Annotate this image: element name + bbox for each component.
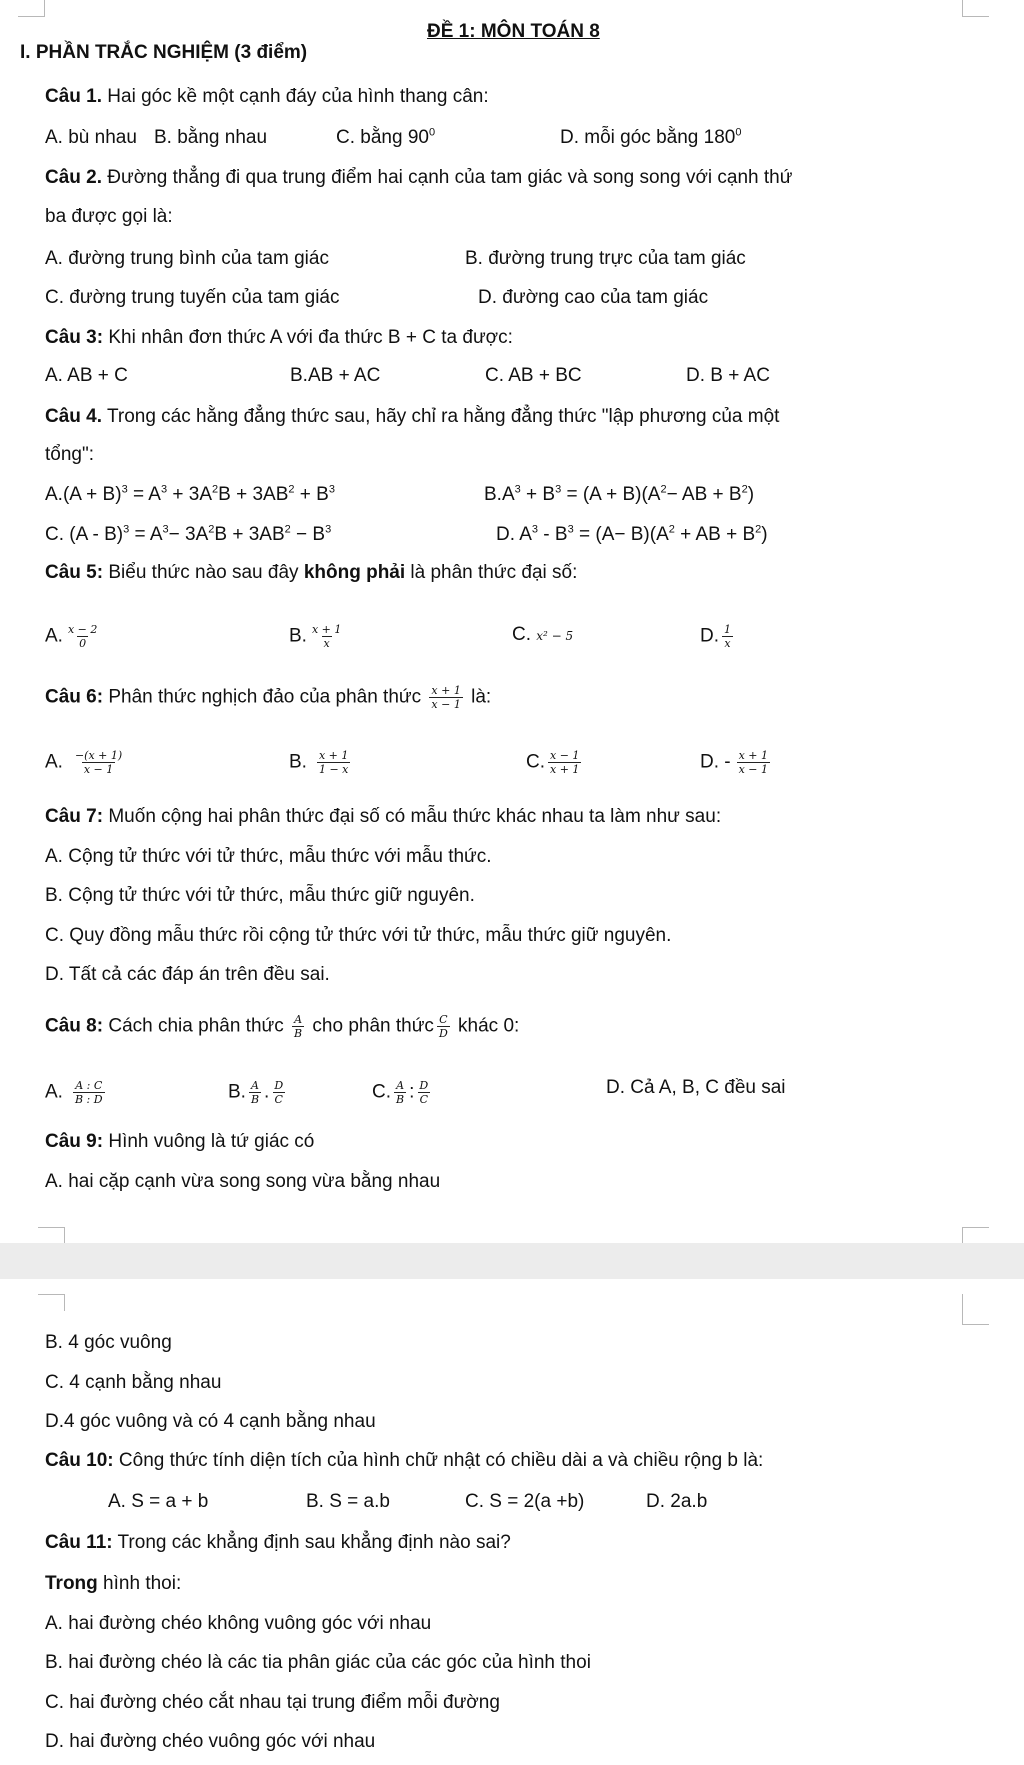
q4-option-b: $B.A^3 + B^3 = (A + B)(A^2-$ AB + $B^2$)	[484, 483, 755, 505]
fraction: $\frac{D}{C}$	[274, 1079, 284, 1106]
exam-title: ĐỀ 1: MÔN TOÁN 8	[427, 21, 600, 42]
q2-option-c: C. đường trung tuyến của tam giác	[45, 287, 340, 308]
question-4-label: Câu 4.	[45, 406, 103, 427]
q1-option-c: C. bằng $90^0$	[336, 126, 436, 148]
q5-option-a: A. $\frac{x - 2}{0}$	[45, 623, 98, 650]
question-10-label: Câu 10:	[45, 1450, 114, 1471]
question-1-text: Hai góc kề một cạnh đáy của hình thang cân:	[102, 86, 489, 107]
page-2	[0, 1279, 1024, 1765]
question-3-label: Câu 3:	[45, 327, 104, 348]
q9-option-b: B. 4 góc vuông	[45, 1332, 172, 1353]
fraction: $\frac{A}{B}$	[250, 1079, 260, 1106]
question-6-label: Câu 6:	[45, 686, 104, 708]
section-heading: I. PHẦN TRẮC NGHIỆM (3 điểm)	[20, 42, 308, 63]
question-2	[45, 166, 792, 190]
question-11: Câu 11: Trong các khẳng định sau khẳng định nào sai?	[45, 1532, 511, 1553]
q3-option-c: C. AB + BC	[485, 365, 582, 386]
q3-option-d: D. B + AC	[686, 365, 770, 386]
fraction: $\frac{1}{x}$	[724, 623, 731, 650]
fraction: $\frac{x + 1}{1 - x}$	[318, 749, 349, 776]
q6-option-d: D. - $\frac{x + 1}{x - 1}$	[700, 749, 769, 776]
q8-option-b: B. $\frac{A}{B}$ . $\frac{D}{C}$	[228, 1079, 284, 1106]
fraction: $\frac{D}{C}$	[419, 1079, 429, 1106]
fraction: $\frac{x + 1}{x - 1}$	[738, 749, 769, 776]
q8-option-d: D. Cả A, B, C đều sai	[606, 1077, 786, 1098]
question-11-subheading: Trong hình thoi:	[45, 1573, 182, 1594]
q6-option-c: C. $\frac{x - 1}{x + 1}$	[526, 749, 580, 776]
question-7-label: Câu 7:	[45, 806, 104, 827]
question-1	[45, 85, 489, 109]
fraction: $\frac{x + 1}{x}$	[311, 623, 342, 650]
question-2-label: Câu 2.	[45, 167, 103, 188]
fraction: $\frac{x - 1}{x + 1}$	[550, 749, 580, 776]
q6-option-b: B. $\frac{x + 1}{1 - x}$	[289, 749, 349, 776]
q7-option-c: C. Quy đồng mẫu thức rồi cộng tử thức với tử thức, mẫu thức giữ nguyên.	[45, 925, 672, 946]
q3-option-b: B.AB + AC	[290, 365, 381, 386]
fraction: $\frac{A}{B}$	[294, 1013, 303, 1040]
q7-option-b: B. Cộng tử thức với tử thức, mẫu thức giữ nguyên.	[45, 885, 475, 906]
q6-option-a: A. $\frac{-(x + 1)}{x - 1}$	[45, 749, 123, 776]
q2-option-b: B. đường trung trực của tam giác	[465, 248, 746, 269]
question-11-label: Câu 11:	[45, 1532, 113, 1553]
q9-option-d: D.4 góc vuông và có 4 cạnh bằng nhau	[45, 1411, 376, 1432]
q1-option-a: A. bù nhau	[45, 127, 137, 148]
q11-option-c: C. hai đường chéo cắt nhau tại trung điểm mỗi đường	[45, 1692, 500, 1713]
q11-option-d: D. hai đường chéo vuông góc với nhau	[45, 1731, 376, 1752]
q2-option-a: A. đường trung bình của tam giác	[45, 248, 329, 269]
question-9-label: Câu 9:	[45, 1131, 104, 1152]
q1-option-b: B. bằng nhau	[154, 127, 268, 148]
question-4	[45, 405, 779, 429]
q10-option-d: D. 2a.b	[646, 1491, 708, 1512]
crop-mark-bottom-left	[38, 1227, 65, 1244]
q11-option-a: A. hai đường chéo không vuông góc với nhau	[45, 1613, 432, 1634]
q4-option-d: D. $A^3 - B^3 = (A- B)(A^2$ + AB + $B^2$)	[496, 523, 768, 545]
question-1-label: Câu 1.	[45, 86, 103, 107]
q4-option-c: C. $(A - B)^3 = A^3- 3A^2B + 3AB^2 - B^3$	[45, 523, 332, 545]
fraction: $\frac{x + 1}{x - 1}$	[431, 684, 461, 711]
page-break	[0, 1243, 1024, 1279]
q9-option-a: A. hai cặp cạnh vừa song song vừa bằng nhau	[45, 1171, 441, 1192]
q7-option-d: D. Tất cả các đáp án trên đều sai.	[45, 964, 330, 985]
q7-option-a: A. Cộng tử thức với tử thức, mẫu thức với mẫu thức.	[45, 846, 492, 867]
fraction: $\frac{A}{B}$	[396, 1079, 405, 1106]
q10-option-b: B. S = a.b	[306, 1491, 390, 1512]
question-5-label: Câu 5:	[45, 562, 104, 583]
question-2-text: Đường thẳng đi qua trung điểm hai cạnh của tam giác và song song với cạnh thứ	[102, 167, 793, 188]
question-3	[45, 326, 513, 350]
q11-option-b: B. hai đường chéo là các tia phân giác của các góc của hình thoi	[45, 1652, 591, 1673]
crop-mark-top-right	[962, 1294, 989, 1325]
question-2-text-cont: ba được gọi là:	[45, 206, 173, 227]
question-9: Câu 9: Hình vuông là tứ giác có	[45, 1131, 315, 1152]
question-4-text-cont: tổng":	[45, 444, 95, 465]
fraction: $\frac{A : C}{B : D}$	[74, 1079, 103, 1106]
crop-mark-top-left	[38, 1294, 65, 1311]
q3-option-a: A. AB + C	[45, 365, 128, 386]
question-8-label: Câu 8:	[45, 1015, 104, 1037]
q5-option-d: D. $\frac{1}{x}$	[700, 623, 731, 650]
q8-option-c: C. $\frac{A}{B}$ : $\frac{D}{C}$	[372, 1079, 429, 1106]
q4-option-a: $A.(A + B)^3 = A^3 + 3A^2B + 3AB^2 + B^3$	[45, 483, 335, 505]
fraction: $\frac{x - 2}{0}$	[67, 623, 98, 650]
q10-option-c: C. S = 2(a +b)	[465, 1491, 585, 1512]
fraction: $\frac{-(x + 1)}{x - 1}$	[74, 749, 123, 776]
q2-option-d: D. đường cao của tam giác	[478, 287, 709, 308]
question-5: Câu 5: Biểu thức nào sau đây không phải là phân thức đại số:	[45, 562, 578, 583]
q8-option-a: A. $\frac{A : C}{B : D}$	[45, 1079, 103, 1106]
q9-option-c: C. 4 cạnh bằng nhau	[45, 1372, 222, 1393]
question-7: Câu 7: Muốn cộng hai phân thức đại số có mẫu thức khác nhau ta làm như sau:	[45, 806, 722, 827]
q1-option-d: D. mỗi góc bằng $180^0$	[560, 126, 742, 148]
question-10: Câu 10: Công thức tính diện tích của hình chữ nhật có chiều dài a và chiều rộng b là:	[45, 1450, 764, 1471]
crop-mark-bottom-right	[962, 1227, 989, 1244]
q5-option-c: C. x² − 5	[512, 624, 574, 645]
q5-option-b: B. $\frac{x + 1}{x}$	[289, 623, 342, 650]
question-8: Câu 8: Cách chia phân thức $\frac{A}{B}$ cho phân thức $\frac{C}{D}$ khác 0:	[45, 1013, 520, 1040]
crop-mark-top-left	[18, 0, 45, 17]
q10-option-a: A. S = a + b	[108, 1491, 209, 1512]
question-3-text: Khi nhân đơn thức A với đa thức B + C ta được:	[103, 327, 513, 348]
question-6: Câu 6: Phân thức nghịch đảo của phân thức $\frac{x + 1}{x - 1}$ là:	[45, 684, 492, 711]
fraction: $\frac{C}{D}$	[438, 1013, 448, 1040]
crop-mark-top-right	[962, 0, 989, 17]
question-4-text: Trong các hằng đẳng thức sau, hãy chỉ ra hằng đẳng thức "lập phương của một	[102, 406, 780, 427]
